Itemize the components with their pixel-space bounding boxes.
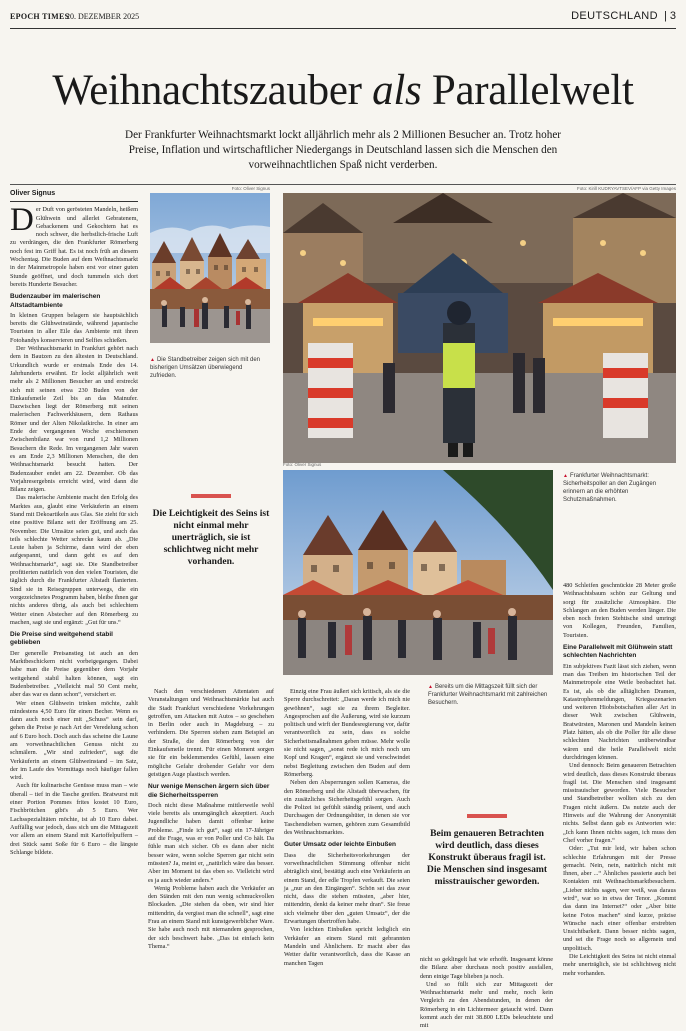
- photo1-caption-text: Die Standbetreiber zeigen sich mit den bisherigen Umsätzen überwiegend zufrieden.: [150, 357, 261, 379]
- deck-rule: [10, 184, 676, 185]
- column-3: [284, 688, 410, 1020]
- section-separator: |: [664, 10, 667, 22]
- paragraph: Das malerische Ambiente macht den Erfolg des Marktes aus, glaubt eine Verkäuferin an einem Stand mit Dekoartikeln aus Glas. Sie zieht für sich eine positive Bilanz seit der Eröffnung am 25. November. Die Umsätze seien gut, und auch das teils schlechte Wetter schrecke kaum ab. „Die Leute haben ja Schirme, dann wird der eben aufgespannt, und dann geht es auf den Weihnachtsmarkt“, sagt sie. Die Standbetreiber profitierten natürlich von den vielen Touristen, die täglich durch die Frankfurter Altstadt flanierten. Sind sie in Reisegruppen unterwegs, die ein vorgezeichnetes Programm haben, bleibe ihnen gar nichts anderes übrig, als auch bei schlechtem Wetter einen Abstecher auf den Römerberg zu machen, sagt sie und ergänzt: „Gut für uns.“: [10, 494, 138, 626]
- photo-midday-crowd: [283, 470, 553, 675]
- paragraph: Der Weihnachtsmarkt in Frankfurt gehört nach dem in Bautzen zu den ältesten in Deutschland. Urkundlich wurde er erstmals Ende des 14. Jahrhunderts erwähnt. Er lockt alljährlich weit mehr als 2 Millionen Besucher an und erstreckt sich mit seinen etwa 230 Buden von der Einkaufsmeile Zeil bis an das Mainufer. Dazwischen liegt der Römerberg mit seinen malerischen Fachwerkhäusern, dem Rathaus Römer und der Alten Nikolaikirche. In einer am Ende der vergangenen Woche erschienenen Zwischenbilanz war von rund 1,2 Millionen Besuchern die Rede. Im vergangenen Jahr waren es am Ende 2,3 Millionen Menschen, die den Weihnachtsmarkt besucht hatten. Der Budenzauber endet am 22. Dezember. Ob das Vorjahresergebnis erreicht wird, wird dann die Bilanz zeigen.: [10, 345, 138, 494]
- photo3-credit: Foto: Oliver Signus: [283, 462, 322, 467]
- photo2-caption-text: Frankfurter Weihnachtsmarkt: Sicherheitspoller an den Zugängen erinnern an die erhöhten Schutzmaßnahmen.: [563, 473, 657, 503]
- paragraph: Ein subjektives Fazit lässt sich ziehen, wenn man das Treiben im historischen Teil der Mainmetropole eine Weile beobachtet hat. Es ist, als ob die alltäglichen Dramen, Katastrophenmeldungen, Kriegsszenarien und weiteren Hiobsbotschaften aller Art in dieser Welt zwischen Glühwein, Bratwürsten, Maronen und Mandeln keinen Platz hätten, als ob die Poller für alle diese schlechten Nachrichten unüberwindbar wären und die heile Parallelwelt nicht durchdringen können.: [563, 662, 676, 761]
- paragraph: Dass die Sicherheitsvorkehrungen der vorweihnachtlichen Stimmung offenbar nicht abträglich sind, bestätigt auch eine Verkäuferin an einem Stand, der edle Tropfen verkauft. Die seien ja „nur an den Eingängen“. Schön sei das zwar nicht, dass die stehen müssten, „aber hier, mittendrin, denkt da keiner mehr dran“. Sie freue sich vielmehr über den „guten Umsatz“, der die Erwartungen übertroffen habe.: [284, 851, 410, 926]
- paragraph: Wer einen Glühwein trinken möchte, zahlt mindestens 4,50 Euro für einen Becher. Wenn es dann auch noch einer mit „Schuss“ sein darf, gehen die Preise je nach Art der Veredelung schon auf 6 Euro hoch. Doch auch das scheine die Laune am vorweihnachtlichen Genuss nicht zu schmälern. „Wir sind zufrieden“, sagt die Verkäuferin an einem Glühweinstand – im Satz, der im Laufe des Vormittags noch häufiger fallen wird.: [10, 699, 138, 782]
- photo1-credit: Foto: Oliver Signus: [231, 186, 270, 191]
- intro-text: er Duft von gerösteten Mandeln, heißem Glühwein und allerlei Gebratenem, Gebackenem und Gekochtem hat es noch schwer, die herbstlich-frische Luft zu verdrängen, die den Frankfurter Römerberg noch fest im Griff hat. Es ist noch früh an diesem Wochentag. Die Buden auf dem Weihnachtsmarkt in der Mainmetropole haben erst vor einer guten Stunde geöffnet, und doch tummeln sich dort bereits Hunderte Besucher.: [10, 206, 138, 288]
- deck: Der Frankfurter Weihnachtsmarkt lockt alljährlich mehr als 2 Millionen Besucher an. Trotz hoher Preise, Inflation und wirtschaftlicher Niedergangs in Deutschland lassen sich die Menschen den vorweihnachtlichen Spaß nicht verderben.: [124, 129, 562, 171]
- paragraph: Oder: „Tut mir leid, wir haben schon schlechte Erfahrungen mit der Presse gemacht. Nein, nein, natürlich nicht mit Ihnen, aber ...“ Ähnliches passierte auch bei Kontakten mit Weihnachtsmarktbesuchern. „Lieber nichts sagen, wer weiß, was daraus wird“, war so in etwa der Tenor. „Kommt das dann ins Internet?“ oder „Aber bitte keine Fotos machen“ sind kurze, präzise Wünsche nach einer offenbar erstrebten Unsichtbarkeit. Dann besser nichts sagen, und sei die Frage noch so allgemein und unpolitisch.: [563, 845, 676, 952]
- paragraph: Einzig eine Frau äußert sich kritisch, als sie die Sperre durchschreitet: „Daran werde ich mich nie gewöhnen“, sagt sie zu ihrem Begleiter. Angesprochen auf die Äußerung, wird sie kurzum politisch und wirft der Bundesregierung vor, dafür verantwortlich zu sein, dass es solche Sicherheitsmaßnahmen geben müsse. Mehr wolle sie nicht sagen, „sonst rede ich mich noch um Kopf und Kragen“, ergänzt sie und verschwindet nebst Begleitung zwischen den Buden auf dem Römerberg.: [284, 688, 410, 778]
- subhead-parallelwelt: Eine Parallelwelt mit Glühwein statt schlechten Nachrichten: [563, 644, 673, 660]
- photo2-credit: Foto: Kirill KUDRYAVTSEV/AFP via Getty Images: [577, 186, 676, 191]
- photo3-caption-text: Bereits um die Mittagszeit füllt sich der Frankfurter Weihnachtsmarkt mit zahlreichen Besuchern.: [428, 684, 548, 706]
- paragraph: Und dennoch: Beim genaueren Betrachten wird deutlich, dass dieses Konstrukt überaus fragil ist. Die Menschen sind insgesamt misstrauischer geworden. Viele Besucher und Standbetreiber wollten sich zu den Fragen nicht äußern. Da nutzte auch der Hinweis auf die Wahrung der Anonymität nichts. Selbst dann gab es Antworten wie: „Ich kann Ihnen nichts sagen, ich muss den Chef vorher fragen.“: [563, 762, 676, 844]
- pull-quote-1-text: Die Leichtigkeit des Seins ist nicht einmal mehr unerträglich, sie ist schlichtweg nicht mehr vorhanden.: [152, 508, 270, 567]
- photo-security-bollards: [283, 193, 676, 463]
- intro-paragraph: [10, 202, 138, 289]
- paragraph: Von leichten Einbußen spricht lediglich ein Verkäufer an einem Stand mit gebrannten Mandeln und Ähnlichem. Er macht aber das Wetter dafür verantwortlich, dass die Kasse an manchen Tagen: [284, 926, 410, 967]
- pull-quote-2-text: Beim genaueren Betrachten wird deutlich, dass dieses Konstrukt überaus fragil ist. Die Menschen sind insgesamt misstrauischer geworden.: [426, 828, 548, 887]
- quote-bar: [467, 814, 507, 818]
- column-4: [420, 956, 553, 1030]
- photo1-caption: [150, 356, 270, 380]
- paragraph: 480 Schleifen geschmückte 28 Meter große Weihnachtsbaum schön zur Geltung und sorgt für zusätzliche Atmosphäre. Die Schlangen an den Buden werden länger. Die eben noch freien Stehtische sind umringt von Kollegen, Freunden, Familien, Touristen.: [563, 582, 676, 639]
- subhead-budenzauber: Budenzauber im malerischen Altstadtambiente: [10, 293, 101, 309]
- column-5: [563, 582, 676, 1020]
- headline-part2: Parallelwelt: [421, 67, 634, 114]
- paragraph: Und so füllt sich zur Mittagszeit der Weihnachtsmarkt mehr und mehr, noch kein Vergleich zu den Abendstunden, in denen der Römerberg in ein Lichtermeer getaucht wird. Dann kommt auch der mit 38.800 LEDs beleuchtete und mit: [420, 980, 553, 1030]
- paragraph: Die Leichtigkeit des Seins ist nicht einmal mehr unerträglich, sie ist schlichtweg nicht mehr vorhanden.: [563, 953, 676, 977]
- running-head: [10, 12, 676, 26]
- headline-part1: Weihnachtszauber: [52, 67, 373, 114]
- header-rule: [10, 28, 676, 29]
- column-1: [10, 190, 138, 1020]
- caption-marker-icon: ▲: [428, 684, 433, 690]
- publication-name: EPOCH TIMES: [10, 12, 70, 21]
- headline-italic: als: [372, 67, 422, 114]
- subhead-umsatz: Guter Umsatz oder leichte Einbußen: [284, 841, 396, 849]
- paragraph: Doch nicht diese Maßnahme mittlerweile wohl viele bereits als unumgänglich akzeptiert. Auch Jugendliche haben damit offenbar keine Probleme. „Finde ich gut“, sagt ein 17-Jähriger auf die Frage, was er von Poller und Co hält. Da fühle man sich sicher. Ob es dann aber nicht besser wäre, wenn solche Sperren gar nicht sein müssten? Ja, meint er, „natürlich wäre das besser. Aber im Moment ist das eben so. Vielleicht wird es ja auch wieder anders.“: [148, 801, 274, 884]
- photo3-caption: [428, 683, 553, 707]
- subhead-preise: Die Preise sind weitgehend stabil geblieben: [10, 631, 113, 647]
- paragraph: Wenig Probleme haben auch die Verkäufer an den Ständen mit den nun wenig schmuckvollen Blockaden. „Die stehen da oben, wir sind hier mittendrin, da vergisst man die schnell“, sagt eine Frau an einem Stand mit kunstgewerblicher Ware. Sie habe auch noch mit niemandem gesprochen, der sich beschwert habe. „Das ist einfach kein Thema.“: [148, 884, 274, 950]
- paragraph: Neben den Absperrungen sollen Kameras, die den Römerberg und die Altstadt überwachen, für ein zusätzliches Sicherheitsgefühl sorgen. Auch die Polizei ist gefühlt ständig präsent, und auch Durchsagen der Ordnungshüter, in denen sie vor Taschendieben warnen, gehören zum Gesamtbild des Weihnachtsmarktes.: [284, 779, 410, 837]
- paragraph: Auch für kulinarische Genüsse muss man – wie überall – tief in die Tasche greifen. Bratwurst mit einer Portion Pommes frites kostet 10 Euro, Fischbrötchen gibt's ab 5 Euro. Wer Lachsspezialitäten möchte, ist ab 10 Euro dabei. Auffällig war jedoch, dass sich um die Mittagszeit vor allem an einem Stand mit Kartoffelpuffern – drei Stück samt Soße für 6 Euro – die längste Schlange bildete.: [10, 782, 138, 856]
- section-name: DEUTSCHLAND: [571, 10, 658, 22]
- author-byline: Oliver Signus: [10, 190, 56, 197]
- paragraph: In kleinen Gruppen belagern sie hauptsächlich bereits die Glühweinstände, während japanische Touristen in aller Eile das Ambiente mit ihren Fotohandys konservieren und Selfies schießen.: [10, 311, 138, 344]
- paragraph: Nach den verschiedenen Attentaten auf Veranstaltungen und Weihnachtsmärkte hat auch die Stadt Frankfurt verschiedene Vorkehrungen getroffen, um Attacken mit Autos – so geschehen in Berlin oder auch in Magdeburg – zu verhindern. Die Sperren stehen zum Beispiel an der Straße, die den Römerberg von der Einkaufsmeile trennt. Für einen Moment sorgen sie für ein beklemmendes Gefühl, lassen eine mögliche Gefahr drohender Gefahr vor dem geistigen Auge plastisch werden.: [148, 688, 274, 778]
- quote-bar: [191, 494, 231, 498]
- pull-quote-1: [152, 494, 270, 568]
- photo2-caption: [563, 472, 676, 504]
- drop-cap: D: [10, 202, 34, 239]
- photo-market-square: [150, 193, 270, 343]
- caption-marker-icon: ▲: [563, 473, 568, 479]
- column-2: [148, 688, 274, 1020]
- caption-marker-icon: ▲: [150, 357, 155, 363]
- headline: [0, 66, 686, 116]
- issue-date: 20. DEZEMBER 2025: [66, 12, 140, 21]
- page-number: 3: [669, 10, 676, 22]
- paragraph: Der generelle Preisanstieg ist auch an den Marktbeschickern nicht vorbeigegangen. Dabei habe man die Preise gegenüber dem Vorjahr weitgehend stabil halten können, sagt ein Budenbetreiber. „Vielleicht mal 50 Cent mehr, aber das war es dann schon“, versichert er.: [10, 649, 138, 699]
- subhead-sicherheitssperren: Nur wenige Menschen ärgern sich über die Sicherheitssperren: [148, 783, 270, 799]
- paragraph: nicht so geklingelt hat wie erhofft. Insgesamt könne die Bilanz aber durchaus noch positiv ausfallen, denn einige Tage blieben ja noch.: [420, 956, 553, 980]
- pull-quote-2: [424, 814, 550, 888]
